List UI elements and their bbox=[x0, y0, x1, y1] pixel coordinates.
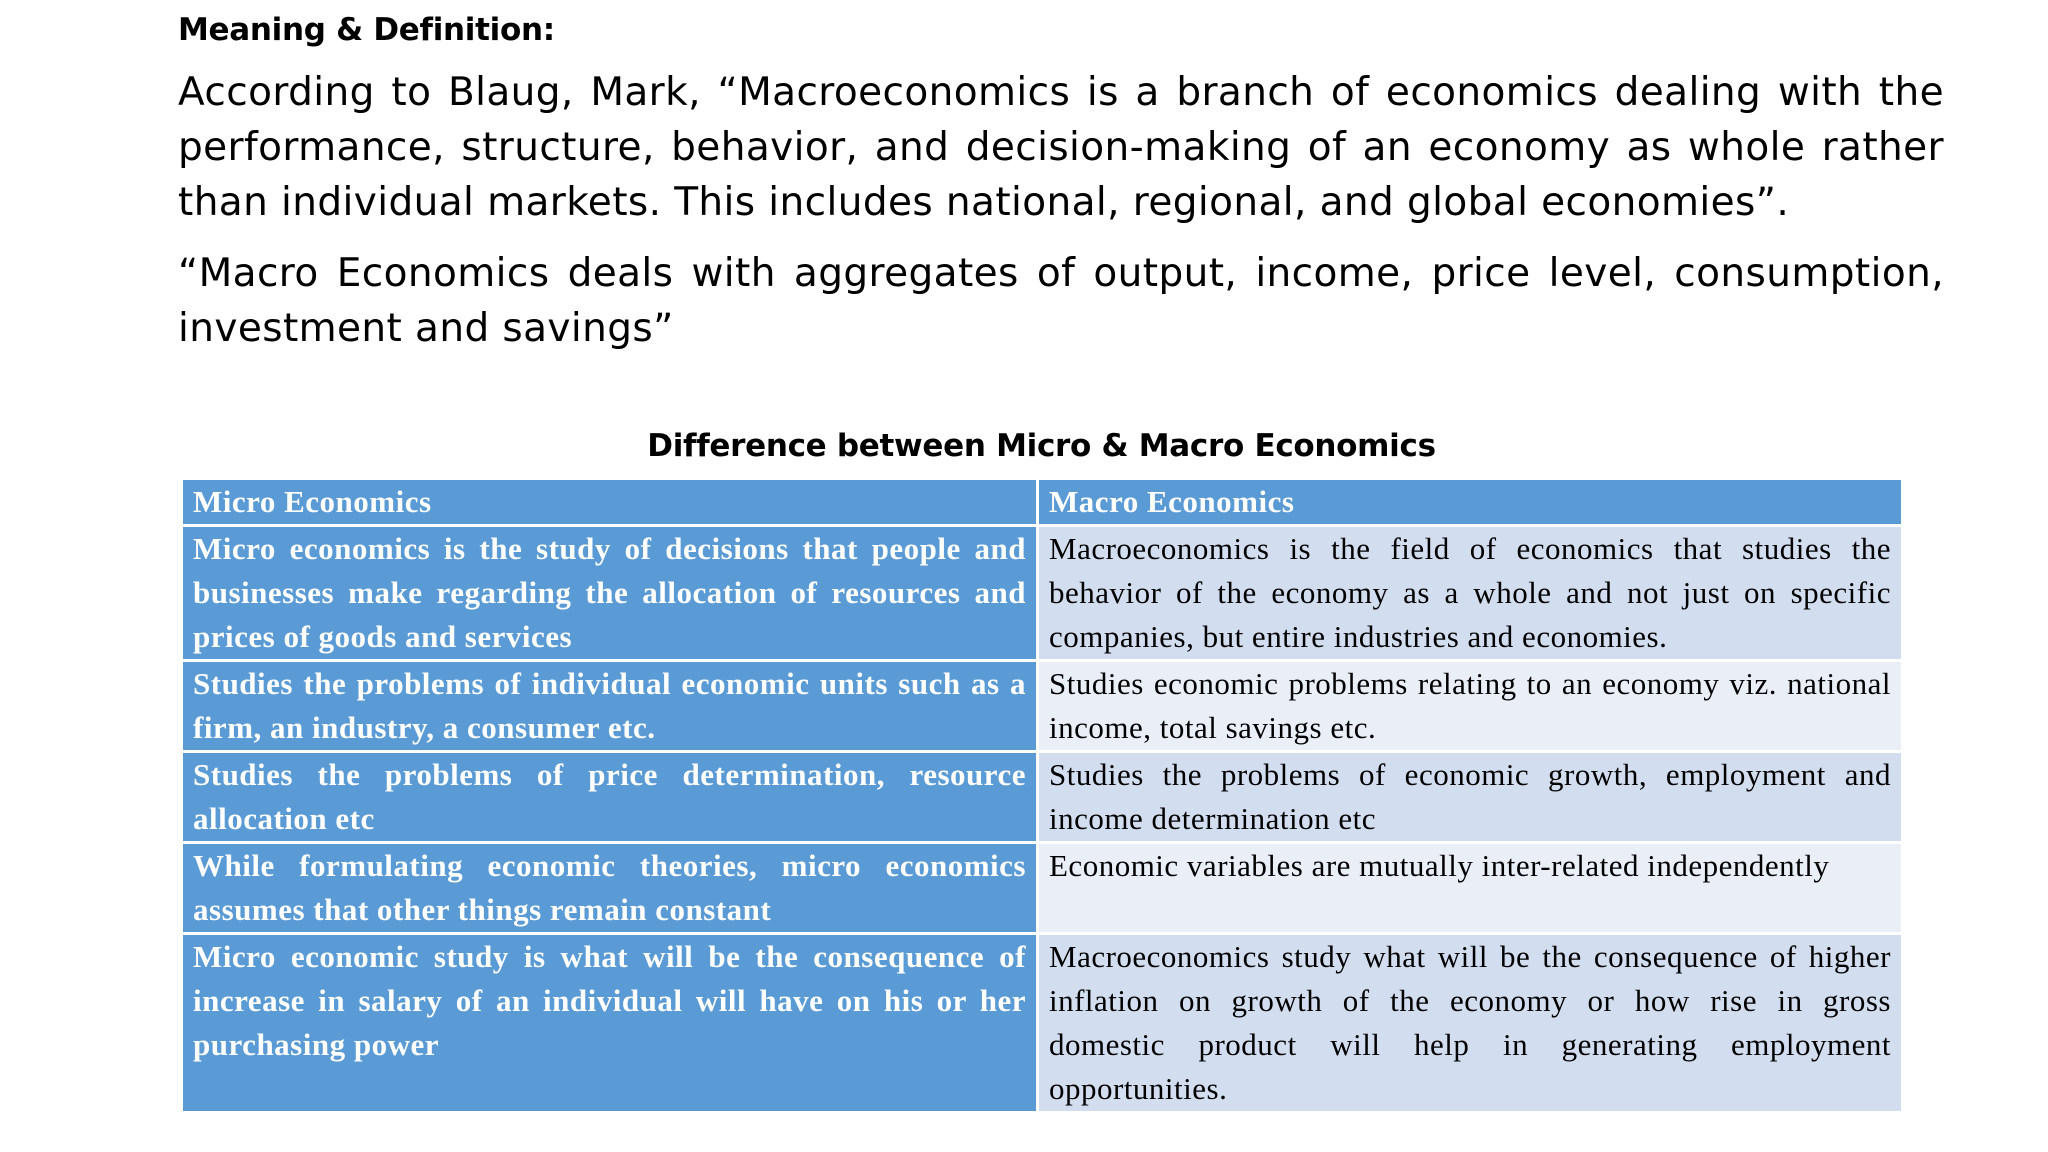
micro-cell: Studies the problems of individual economic units such as a firm, an industry, a consumer etc. bbox=[183, 662, 1039, 750]
macro-cell: Macroeconomics study what will be the consequence of higher inflation on growth of the economy or how rise in gross domestic product will help in generating employment opportunities. bbox=[1039, 935, 1901, 1111]
macro-cell: Macroeconomics is the field of economics that studies the behavior of the economy as a whole and not just on specific companies, but entire industries and economies. bbox=[1039, 527, 1901, 659]
header-micro-economics: Micro Economics bbox=[183, 480, 1039, 524]
micro-cell: Micro economic study is what will be the consequence of increase in salary of an individual will have on his or her purchasing power bbox=[183, 935, 1039, 1111]
macro-cell: Studies economic problems relating to an economy viz. national income, total savings etc. bbox=[1039, 662, 1901, 750]
micro-cell: Micro economics is the study of decisions that people and businesses make regarding the allocation of resources and prices of goods and services bbox=[183, 527, 1039, 659]
table-row bbox=[183, 659, 1901, 750]
table-row bbox=[183, 750, 1901, 841]
header-macro-economics: Macro Economics bbox=[1039, 480, 1901, 524]
micro-cell: Studies the problems of price determination, resource allocation etc bbox=[183, 753, 1039, 841]
table-row bbox=[183, 524, 1901, 659]
table-row bbox=[183, 932, 1901, 1111]
macro-cell: Economic variables are mutually inter-related independently bbox=[1039, 844, 1901, 932]
table-header-row bbox=[183, 480, 1901, 524]
definition-quote-paragraph: “Macro Economics deals with aggregates of output, income, price level, consumption, investment and savings” bbox=[178, 251, 1944, 351]
table-title: Difference between Micro & Macro Economics bbox=[647, 428, 1436, 464]
section-heading: Meaning & Definition: bbox=[178, 12, 555, 48]
macro-cell: Studies the problems of economic growth, employment and income determination etc bbox=[1039, 753, 1901, 841]
table-row bbox=[183, 841, 1901, 932]
micro-cell: While formulating economic theories, micro economics assumes that other things remain constant bbox=[183, 844, 1039, 932]
comparison-table bbox=[183, 480, 1901, 1111]
definition-paragraph: According to Blaug, Mark, “Macroeconomics is a branch of economics dealing with the performance, structure, behavior, and decision-making of an economy as whole rather than individual markets. This includes national, regional, and global economies”. bbox=[178, 70, 1944, 225]
